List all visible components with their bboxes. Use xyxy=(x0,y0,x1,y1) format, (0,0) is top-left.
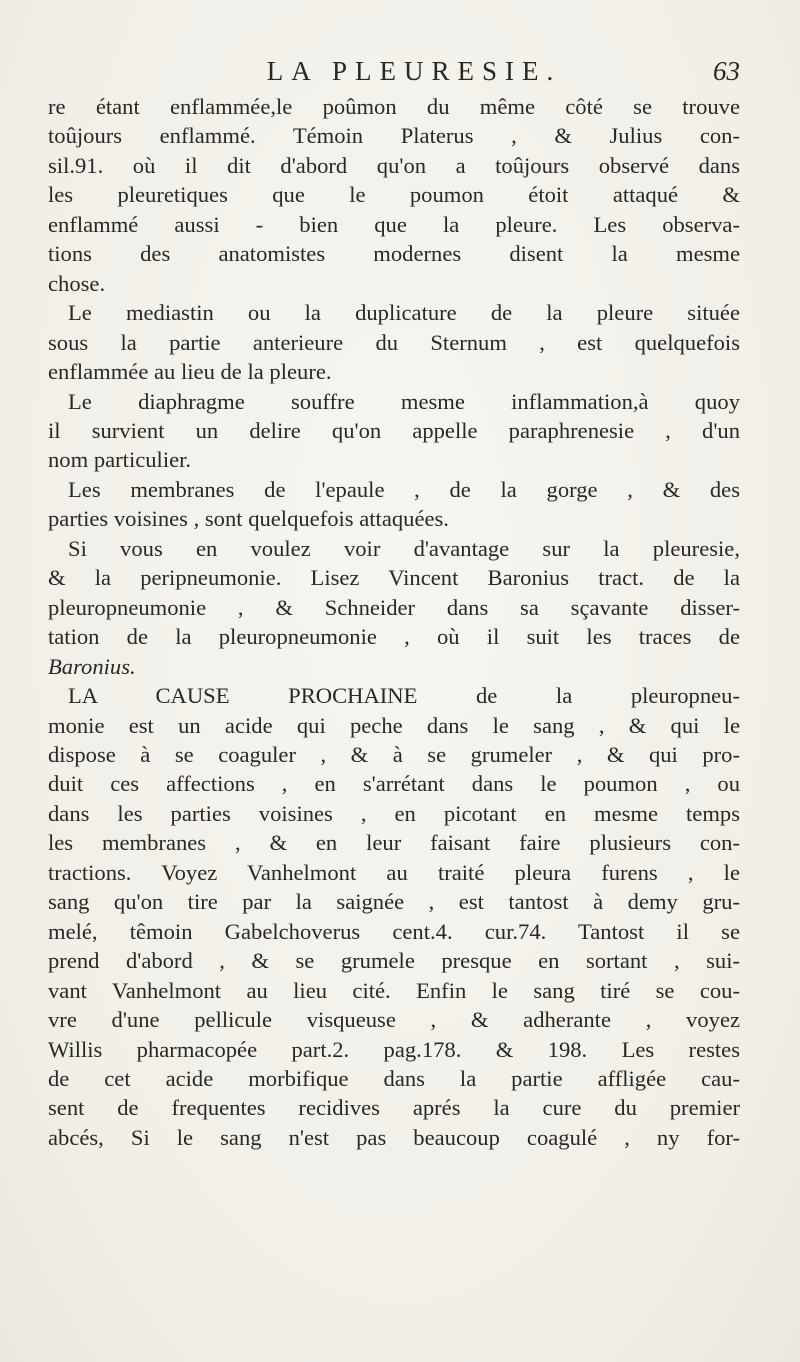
text-line: Le diaphragme souffre mesme inflammation,à quoy xyxy=(68,388,740,414)
text-line: LA CAUSE PROCHAINE de la pleuropneu- xyxy=(68,683,740,709)
text-line: enflammée au lieu de la pleure. xyxy=(48,359,332,385)
text-line: monie est un acide qui peche dans le sang , & qui le xyxy=(48,712,740,738)
text-line: sous la partie anterieure du Sternum , est quelquefois xyxy=(48,329,740,355)
text-line: tions des anatomistes modernes disent la mesme xyxy=(48,241,740,267)
text-line: dispose à se coaguler , & à se grumeler , & qui pro- xyxy=(48,741,740,767)
text-line: vre d'une pellicule visqueuse , & adherante , voyez xyxy=(48,1007,740,1033)
text-line: dans les parties voisines , en picotant en mesme temps xyxy=(48,800,740,826)
text-line: Le mediastin ou la duplicature de la pleure située xyxy=(68,300,740,326)
text-line: melé, têmoin Gabelchoverus cent.4. cur.74. Tantost il se xyxy=(48,918,740,944)
running-title: LA PLEURESIE. xyxy=(266,56,562,86)
text-line: sent de frequentes recidives aprés la cure du premier xyxy=(48,1095,740,1121)
text-line: re étant enflammée,le poûmon du même côté se trouve xyxy=(48,94,740,119)
text-line: chose. xyxy=(48,270,106,296)
text-line: tractions. Voyez Vanhelmont au traité pleura furens , le xyxy=(48,859,740,885)
text-line: duit ces affections , en s'arrétant dans le poumon , ou xyxy=(48,771,740,797)
text-line: abcés, Si le sang n'est pas beaucoup coagulé , ny for- xyxy=(48,1124,740,1150)
text-line: nom particulier. xyxy=(48,447,192,473)
text-line: sang qu'on tire par la saignée , est tantost à demy gru- xyxy=(48,889,740,915)
text-line: & la peripneumonie. Lisez Vincent Baronius tract. de la xyxy=(48,565,740,591)
page-number: 63 xyxy=(713,56,740,86)
text-line: enflammé aussi - bien que la pleure. Les observa- xyxy=(48,211,740,237)
text-line: pleuropneumonie , & Schneider dans sa sçavante disser- xyxy=(48,594,740,620)
text-line: Si vous en voulez voir d'avantage sur la pleuresie, xyxy=(68,535,740,561)
running-head xyxy=(48,56,740,92)
text-line: Baronius. xyxy=(48,653,136,679)
text-line: vant Vanhelmont au lieu cité. Enfin le sang tiré se cou- xyxy=(48,977,740,1003)
text-line: les membranes , & en leur faisant faire plusieurs con- xyxy=(48,830,740,856)
text-line: de cet acide morbifique dans la partie affligée cau- xyxy=(48,1065,740,1091)
text-line: sil.91. où il dit d'abord qu'on a toûjours observé dans xyxy=(48,152,740,178)
text-line: toûjours enflammé. Témoin Platerus , & Julius con- xyxy=(48,123,740,149)
text-line: il survient un delire qu'on appelle paraphrenesie , d'un xyxy=(48,417,740,443)
text-line: Willis pharmacopée part.2. pag.178. & 198. Les restes xyxy=(48,1036,740,1062)
text-line: les pleuretiques que le poumon étoit attaqué & xyxy=(48,182,740,208)
body-text xyxy=(48,92,740,1152)
text-line: tation de la pleuropneumonie , où il suit les traces de xyxy=(48,624,740,650)
text-line: Les membranes de l'epaule , de la gorge , & des xyxy=(68,476,740,502)
text-line: prend d'abord , & se grumele presque en sortant , sui- xyxy=(48,948,740,974)
text-line: parties voisines , sont quelquefois attaquées. xyxy=(48,506,449,532)
